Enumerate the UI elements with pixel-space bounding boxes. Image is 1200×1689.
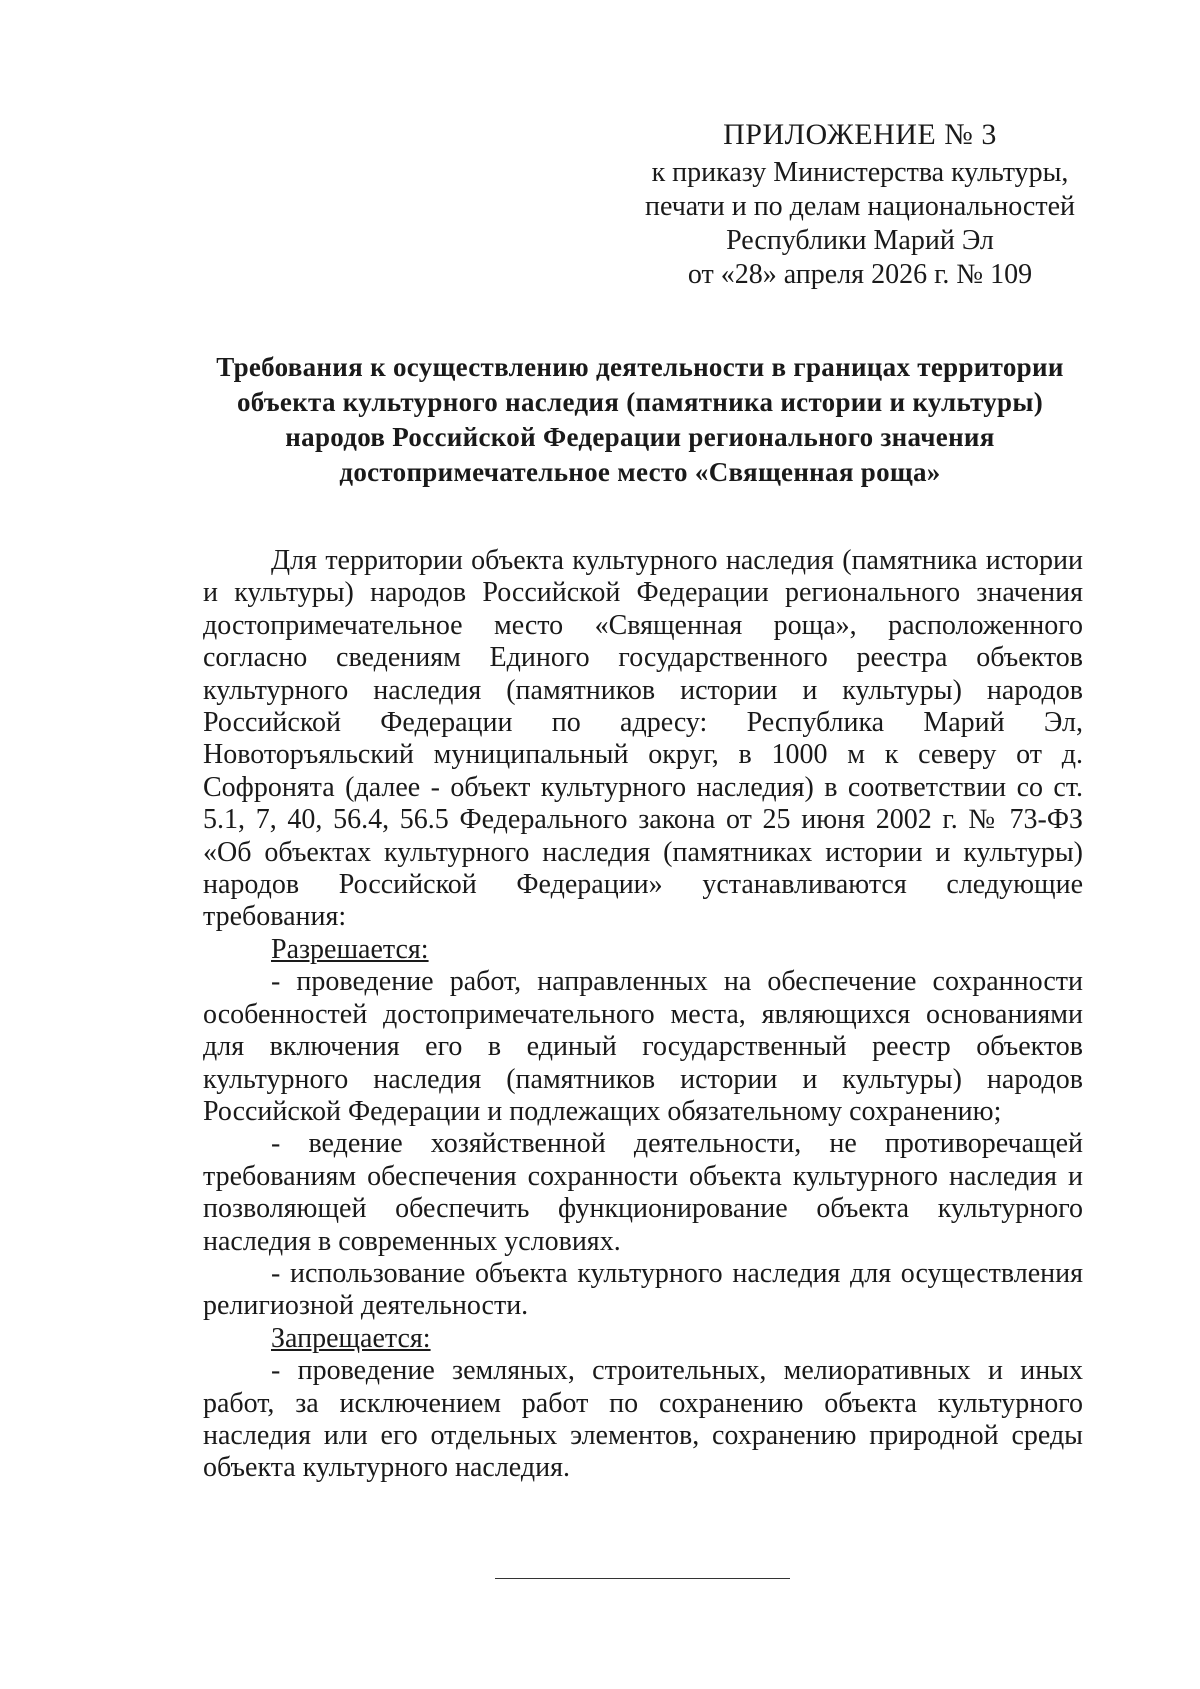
- forbidden-item-1: - проведение земляных, строительных, мелиоративных и иных работ, за исключением работ по сохранению объекта культурного наследия или его отдельных элементов, сохранению природной среды объекта культурного наследия.: [203, 1355, 1083, 1484]
- allowed-heading: [203, 934, 1083, 966]
- appendix-date-number: от «28» апреля 2026 г. № 109: [687, 259, 1033, 290]
- appendix-line-3: Республики Марий Эл: [726, 225, 994, 256]
- title-line-2: объекта культурного наследия (памятника истории и культуры): [236, 387, 1044, 417]
- appendix-line-2: печати и по делам национальностей: [644, 191, 1076, 222]
- forbidden-heading-text: Запрещается:: [271, 1322, 431, 1354]
- appendix-title: ПРИЛОЖЕНИЕ № 3: [723, 118, 997, 151]
- allowed-item-2: - ведение хозяйственной деятельности, не противоречащей требованиям обеспечения сохранности объекта культурного наследия и позволяющей обеспечить функционирование объекта культурного наследия в современных условиях.: [203, 1128, 1083, 1257]
- title-line-3: народов Российской Федерации регионального значения: [285, 422, 995, 452]
- document-title: [170, 350, 1110, 490]
- intro-paragraph: Для территории объекта культурного наследия (памятника истории и культуры) народов Российской Федерации регионального значения достопримечательное место «Священная роща», расположенного согласно сведениям Единого государственного реестра объектов культурного наследия (памятников истории и культуры) народов Российской Федерации по адресу: Республика Марий Эл, Новоторъяльский муниципальный округ, в 1000 м к северу от д. Софронята (далее - объект культурного наследия) в соответствии со ст. 5.1, 7, 40, 56.4, 56.5 Федерального закона от 25 июня 2002 г. № 73-ФЗ «Об объектах культурного наследия (памятниках истории и культуры) народов Российской Федерации» устанавливаются следующие требования:: [203, 545, 1083, 933]
- appendix-header: [600, 118, 1120, 292]
- allowed-item-1: - проведение работ, направленных на обеспечение сохранности особенностей достопримечательного места, являющихся основаниями для включения его в единый государственный реестр объектов культурного наследия (памятников истории и культуры) народов Российской Федерации и подлежащих обязательному сохранению;: [203, 966, 1083, 1127]
- allowed-item-3: - использование объекта культурного наследия для осуществления религиозной деятельности.: [203, 1257, 1083, 1322]
- appendix-line-1: к приказу Министерства культуры,: [651, 157, 1069, 188]
- closing-divider: [495, 1578, 790, 1579]
- document-body: [203, 545, 1083, 1485]
- forbidden-heading: [203, 1323, 1083, 1355]
- title-line-4: достопримечательное место «Священная роща»: [339, 457, 941, 487]
- allowed-heading-text: Разрешается:: [271, 933, 429, 965]
- title-line-1: Требования к осуществлению деятельности в границах территории: [216, 352, 1064, 382]
